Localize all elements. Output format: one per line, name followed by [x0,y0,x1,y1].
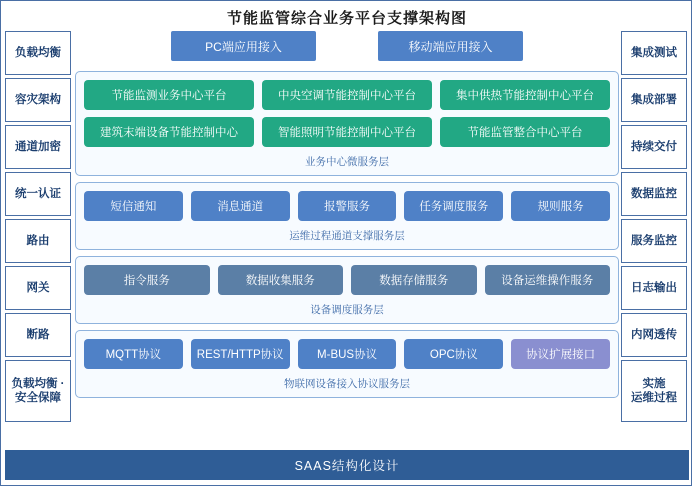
left-item-unified-auth[interactable]: 统一认证 [5,172,71,216]
application-access-row [75,31,619,61]
service-command[interactable]: 指令服务 [84,265,210,295]
left-footer-line-2: 安全保障 [15,392,61,404]
service-central-ac-control-center[interactable]: 中央空调节能控制中心平台 [262,80,432,110]
left-footer-line-1: 负载均衡 · [11,377,65,390]
service-energy-monitoring-business-center[interactable]: 节能监测业务中心平台 [84,80,254,110]
center-stack [75,31,619,404]
layer-iot-protocol-access-row-1 [84,339,610,369]
layer-ops-channel-support-row-1 [84,191,610,221]
left-item-circuit-breaker[interactable]: 断路 [5,313,71,357]
service-device-ops-operation[interactable]: 设备运维操作服务 [485,265,611,295]
service-task-scheduling[interactable]: 任务调度服务 [404,191,503,221]
service-data-collection[interactable]: 数据收集服务 [218,265,344,295]
left-item-routing[interactable]: 路由 [5,219,71,263]
service-message-channel[interactable]: 消息通道 [191,191,290,221]
layer-device-scheduling [75,256,619,324]
layer-device-scheduling-row-1 [84,265,610,295]
left-item-load-balance[interactable]: 负载均衡 [5,31,71,75]
service-district-heating-control-center[interactable]: 集中供热节能控制中心平台 [440,80,610,110]
right-capability-column [621,31,687,425]
service-data-storage[interactable]: 数据存储服务 [351,265,477,295]
left-capability-column [5,31,71,425]
layer-iot-protocol-access-caption: 物联网设备接入协议服务层 [284,378,410,390]
right-footer-line-1: 实施 [642,377,666,390]
service-sms-notification[interactable]: 短信通知 [84,191,183,221]
right-item-integration-deploy[interactable]: 集成部署 [621,78,687,122]
layer-iot-protocol-access [75,330,619,398]
service-building-terminal-equipment-control-center[interactable]: 建筑末端设备节能控制中心 [84,117,254,147]
right-item-integration-test[interactable]: 集成测试 [621,31,687,75]
layer-device-scheduling-caption: 设备调度服务层 [310,304,384,316]
left-item-disaster-recovery[interactable]: 容灾架构 [5,78,71,122]
service-smart-lighting-control-center[interactable]: 智能照明节能控制中心平台 [262,117,432,147]
page-title: 节能监管综合业务平台支撑架构图 [226,10,467,27]
left-item-channel-encryption[interactable]: 通道加密 [5,125,71,169]
layer-business-center-row-2 [84,117,610,147]
protocol-opc[interactable]: OPC协议 [404,339,503,369]
right-footer-line-2: 运维过程 [631,392,677,404]
left-column-footer [5,360,71,422]
saas-structure-bar: SAAS结构化设计 [5,450,689,480]
layer-business-center-row-1 [84,80,610,110]
service-alarm[interactable]: 报警服务 [298,191,397,221]
protocol-rest-http[interactable]: REST/HTTP协议 [191,339,290,369]
protocol-mbus[interactable]: M-BUS协议 [298,339,397,369]
protocol-mqtt[interactable]: MQTT协议 [84,339,183,369]
access-mobile-client[interactable]: 移动端应用接入 [378,31,523,61]
right-column-footer [621,360,687,422]
right-item-log-output[interactable]: 日志输出 [621,266,687,310]
layer-business-center [75,71,619,176]
layer-business-center-caption: 业务中心微服务层 [305,156,389,168]
layer-ops-channel-support-caption: 运维过程通道支撑服务层 [289,230,405,242]
left-item-gateway[interactable]: 网关 [5,266,71,310]
access-pc-client[interactable]: PC端应用接入 [171,31,316,61]
right-item-intranet-tunnel[interactable]: 内网透传 [621,313,687,357]
right-item-data-monitoring[interactable]: 数据监控 [621,172,687,216]
right-item-continuous-delivery[interactable]: 持续交付 [621,125,687,169]
protocol-extension-interface[interactable]: 协议扩展接口 [511,339,610,369]
service-energy-supervision-integration-center[interactable]: 节能监管整合中心平台 [440,117,610,147]
service-rule-engine[interactable]: 规则服务 [511,191,610,221]
layer-ops-channel-support [75,182,619,250]
right-item-service-monitoring[interactable]: 服务监控 [621,219,687,263]
